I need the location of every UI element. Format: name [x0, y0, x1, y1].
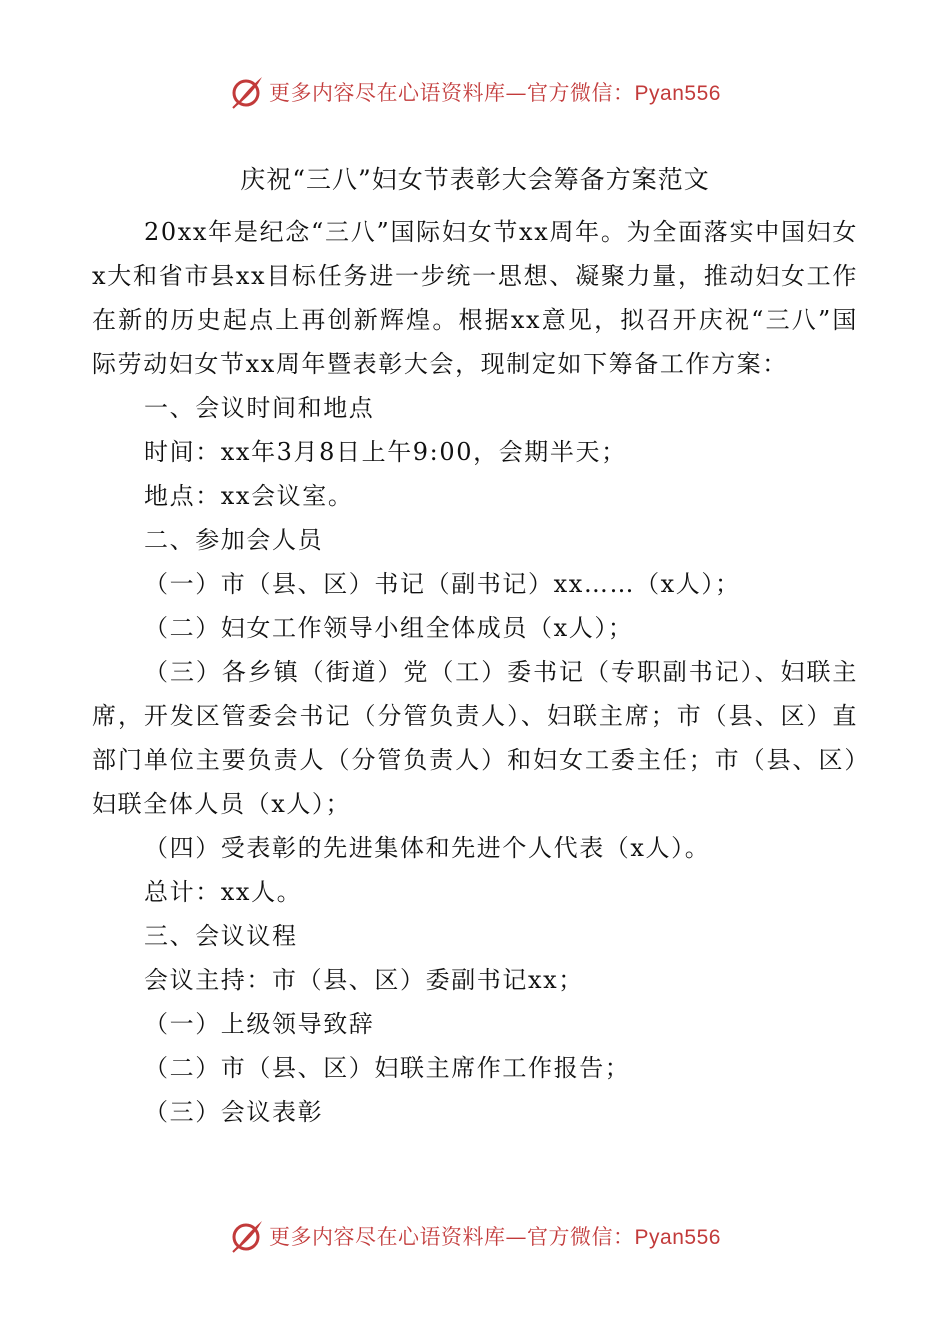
- section-heading-attendees: 二、参加会人员: [144, 526, 324, 554]
- attendee-item-4: （四）受表彰的先进集体和先进个人代表（x人）。: [144, 834, 711, 862]
- watermark-banner-bottom: [0, 1216, 950, 1256]
- agenda-item-2: （二）市（县、区）妇联主席作工作报告；: [144, 1054, 631, 1082]
- attendee-item-1: （一）市（县、区）书记（副书记）xx……（x人）；: [144, 570, 741, 598]
- watermark-banner-top: [0, 72, 950, 112]
- meeting-time: 时间：xx年3月8日上午9:00，会期半天；: [144, 438, 627, 466]
- agenda-item-1: （一）上级领导致辞: [144, 1010, 375, 1038]
- watermark-text: 更多内容尽在心语资料库—官方微信：Pyan556: [269, 81, 721, 105]
- attendee-item-3: （三）各乡镇（街道）党（工）委书记（专职副书记）、妇联主席，开发区管委会书记（分管负责人）、妇联主席；市（县、区）直部门单位主要负责人（分管负责人）和妇女工委主任；市（县、区）妇联全体人员（x人）；: [92, 658, 858, 818]
- attendee-item-2: （二）妇女工作领导小组全体成员（x人）；: [144, 614, 634, 642]
- meeting-place: 地点：xx会议室。: [144, 482, 354, 510]
- document-body: [92, 160, 858, 1134]
- document-title: 庆祝“三八”妇女节表彰大会筹备方案范文: [240, 165, 710, 194]
- meeting-host: 会议主持：市（县、区）委副书记xx；: [144, 966, 584, 994]
- quill-pen-logo-icon: [229, 1218, 265, 1254]
- section-heading-agenda: 三、会议议程: [144, 922, 298, 950]
- quill-pen-logo-icon: [229, 74, 265, 110]
- watermark-text: 更多内容尽在心语资料库—官方微信：Pyan556: [269, 1225, 721, 1249]
- attendee-total: 总计：xx人。: [144, 878, 303, 906]
- intro-paragraph: 20xx年是纪念“三八”国际妇女节xx周年。为全面落实中国妇女x大和省市县xx目标任务进一步统一思想、凝聚力量，推动妇女工作在新的历史起点上再创新辉煌。根据xx意见，拟召开庆祝“三八”国际劳动妇女节xx周年暨表彰大会，现制定如下筹备工作方案：: [92, 218, 858, 378]
- agenda-item-3: （三）会议表彰: [144, 1098, 324, 1126]
- section-heading-time-place: 一、会议时间和地点: [144, 394, 375, 422]
